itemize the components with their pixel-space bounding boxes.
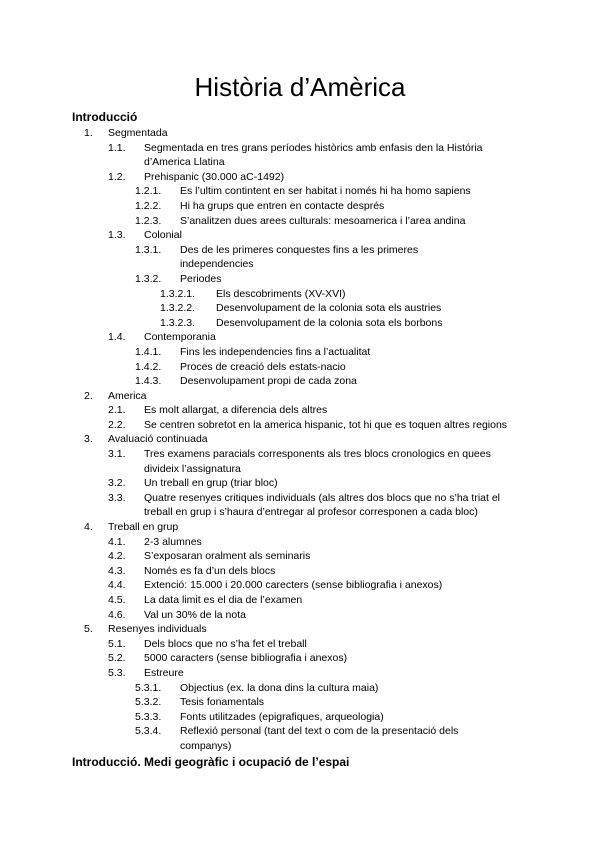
outline-item bbox=[0, 418, 600, 433]
outline-item-text: Tesis fonamentals bbox=[180, 696, 265, 709]
outline-item bbox=[0, 520, 600, 535]
outline-item bbox=[0, 432, 600, 447]
outline-item-number: 5. bbox=[84, 623, 93, 636]
outline-item-number: 4. bbox=[84, 521, 93, 534]
outline-item-number: 1.4.3. bbox=[135, 375, 162, 388]
outline-item-text: Colonial bbox=[144, 229, 182, 242]
outline-item bbox=[0, 184, 600, 199]
outline-item-text: Desenvolupament de la colonia sota els austries bbox=[216, 302, 442, 315]
outline-item-text: Contemporania bbox=[144, 331, 216, 344]
outline-item bbox=[0, 549, 600, 564]
outline-item-number: 1.2.3. bbox=[135, 214, 162, 227]
outline-item-number: 1.3.2.1. bbox=[160, 287, 196, 300]
outline-item-text: Els descobriments (XV-XVI) bbox=[216, 287, 346, 300]
outline-item-text: Només es fa d’un dels blocs bbox=[144, 564, 276, 577]
section-heading-medi-geografic: Introducció. Medi geogràfic i ocupació de l’espai bbox=[72, 755, 350, 769]
outline-item-text: Des de les primeres conquestes fins a les primeres independencies bbox=[180, 243, 419, 271]
outline-item-number: 5.3.3. bbox=[135, 710, 162, 723]
outline-item-text: America bbox=[108, 389, 147, 402]
outline-item-number: 5.3.2. bbox=[135, 696, 162, 709]
outline-list bbox=[0, 126, 600, 754]
outline-item-text: Quatre resenyes critiques individuals (als altres dos blocs que no s’ha triat el treball en grup i s’haura d’entregar al profesor corresponen a cada bloc) bbox=[144, 491, 501, 519]
outline-item bbox=[0, 608, 600, 623]
outline-item-number: 1.2.2. bbox=[135, 199, 162, 212]
outline-item-text: Avaluació continuada bbox=[108, 433, 208, 446]
outline-item-number: 5.2. bbox=[108, 652, 126, 665]
outline-item-number: 2. bbox=[84, 389, 93, 402]
outline-item-number: 3.1. bbox=[108, 448, 126, 461]
outline-item bbox=[0, 287, 600, 302]
outline-item bbox=[0, 593, 600, 608]
outline-item-number: 1. bbox=[84, 127, 93, 139]
outline-item-number: 4.1. bbox=[108, 535, 126, 548]
page-title: Història d’Amèrica bbox=[194, 72, 406, 102]
outline-item bbox=[0, 710, 600, 725]
outline-item-text: Reflexió personal (tant del text o com de la presentació dels companys) bbox=[180, 725, 459, 752]
outline-item bbox=[0, 374, 600, 389]
outline-item-number: 1.3.2.3. bbox=[160, 316, 196, 329]
outline-item-text: Periodes bbox=[180, 272, 222, 285]
outline-item-text: Objectius (ex. la dona dins la cultura maia) bbox=[180, 681, 379, 694]
outline-item bbox=[0, 637, 600, 652]
outline-item-text: Desenvolupament propi de cada zona bbox=[180, 375, 357, 388]
outline-item bbox=[0, 476, 600, 491]
outline-item-text: La data limit es el dia de l’examen bbox=[144, 594, 303, 606]
outline-item-number: 4.5. bbox=[108, 594, 126, 606]
outline-item-text: Segmentada bbox=[108, 127, 168, 139]
outline-item-number: 5.3.1. bbox=[135, 681, 162, 694]
outline-item-number: 1.1. bbox=[108, 141, 126, 154]
outline-item bbox=[0, 243, 600, 272]
outline-item-text: Desenvolupament de la colonia sota els borbons bbox=[216, 316, 443, 329]
outline-item-text: Un treball en grup (triar bloc) bbox=[144, 477, 278, 490]
outline-item-number: 4.4. bbox=[108, 579, 126, 592]
outline-item bbox=[0, 316, 600, 331]
outline-item-number: 4.6. bbox=[108, 608, 126, 621]
outline-item-number: 1.3.2. bbox=[135, 272, 162, 285]
outline-item bbox=[0, 491, 600, 520]
outline-item bbox=[0, 578, 600, 593]
outline-item-text: Resenyes individuals bbox=[108, 623, 207, 636]
outline-item-text: S’analitzen dues arees culturals: mesoamerica i l’area andina bbox=[180, 214, 466, 227]
outline-item bbox=[0, 141, 600, 170]
outline-item bbox=[0, 666, 600, 681]
outline-item-number: 1.3.1. bbox=[135, 243, 162, 256]
outline-item bbox=[0, 447, 600, 476]
outline-item-number: 1.4.2. bbox=[135, 360, 162, 373]
outline-item bbox=[0, 301, 600, 316]
outline-item-number: 1.2. bbox=[108, 170, 126, 183]
outline-item-text: Fins les independencies fins a l’actualitat bbox=[180, 345, 371, 358]
outline-item-text: Se centren sobretot en la america hispanic, tot hi que es toquen altres regions bbox=[144, 418, 508, 431]
outline-item bbox=[0, 695, 600, 710]
outline-item-text: S’exposaran oralment als seminaris bbox=[144, 550, 311, 563]
outline-item-number: 3.2. bbox=[108, 477, 126, 490]
outline-item-text: 2-3 alumnes bbox=[144, 535, 202, 548]
outline-item bbox=[0, 724, 600, 753]
outline-item-number: 5.3.4. bbox=[135, 725, 162, 738]
outline-item-text: Treball en grup bbox=[108, 521, 179, 534]
outline-item-number: 3. bbox=[84, 433, 93, 446]
outline-item bbox=[0, 681, 600, 696]
outline-item bbox=[0, 214, 600, 229]
outline-item-text: Extenció: 15.000 i 20.000 carecters (sense bibliografia i anexos) bbox=[144, 579, 443, 592]
outline-item-number: 2.1. bbox=[108, 404, 126, 417]
outline-item bbox=[0, 564, 600, 579]
outline-item-number: 1.4.1. bbox=[135, 345, 162, 358]
outline-item-number: 4.2. bbox=[108, 550, 126, 563]
outline-item-number: 4.3. bbox=[108, 564, 126, 577]
outline-item-text: Val un 30% de la nota bbox=[144, 608, 246, 621]
section-heading-introduccio: Introducció bbox=[72, 110, 138, 124]
outline-item-number: 1.2.1. bbox=[135, 185, 162, 198]
outline-item-text: Prehispanic (30.000 aC-1492) bbox=[144, 170, 285, 183]
outline-item-text: Dels blocs que no s’ha fet el treball bbox=[144, 637, 307, 650]
outline-item-text: 5000 caracters (sense bibliografia i anexos) bbox=[144, 652, 348, 665]
outline-item-text: Fonts utilitzades (epigrafiques, arqueologia) bbox=[180, 710, 384, 723]
outline-item bbox=[0, 199, 600, 214]
outline-item-number: 5.3. bbox=[108, 666, 126, 679]
outline-item-text: Segmentada en tres grans períodes històrics amb enfasis den la História d’America Llatina bbox=[144, 141, 483, 169]
outline-item-number: 1.3.2.2. bbox=[160, 302, 196, 315]
outline-item bbox=[0, 272, 600, 287]
outline-item bbox=[0, 389, 600, 404]
outline-item bbox=[0, 651, 600, 666]
outline-item-number: 1.4. bbox=[108, 331, 126, 344]
outline-item bbox=[0, 126, 600, 141]
outline-item bbox=[0, 228, 600, 243]
outline-item-text: Estreure bbox=[144, 666, 184, 679]
outline-item bbox=[0, 622, 600, 637]
outline-item bbox=[0, 330, 600, 345]
outline-item bbox=[0, 345, 600, 360]
outline-item-number: 1.3. bbox=[108, 229, 126, 242]
outline-item-number: 2.2. bbox=[108, 418, 126, 431]
outline-item-text: Es molt allargat, a diferencia dels altres bbox=[144, 404, 328, 417]
outline-item bbox=[0, 403, 600, 418]
outline-item-text: Hi ha grups que entren en contacte després bbox=[180, 199, 385, 212]
outline-item-text: Es l’ultim contintent en ser habitat i només hi ha homo sapiens bbox=[180, 185, 471, 198]
outline-item bbox=[0, 170, 600, 185]
outline-item bbox=[0, 535, 600, 550]
outline-item-text: Proces de creació dels estats-nacio bbox=[180, 360, 346, 373]
outline-item bbox=[0, 360, 600, 375]
outline-item-number: 3.3. bbox=[108, 491, 126, 504]
outline-item-text: Tres examens paracials corresponents als tres blocs cronologics en quees divideix l’assignatura bbox=[144, 448, 491, 475]
outline-item-number: 5.1. bbox=[108, 637, 126, 650]
